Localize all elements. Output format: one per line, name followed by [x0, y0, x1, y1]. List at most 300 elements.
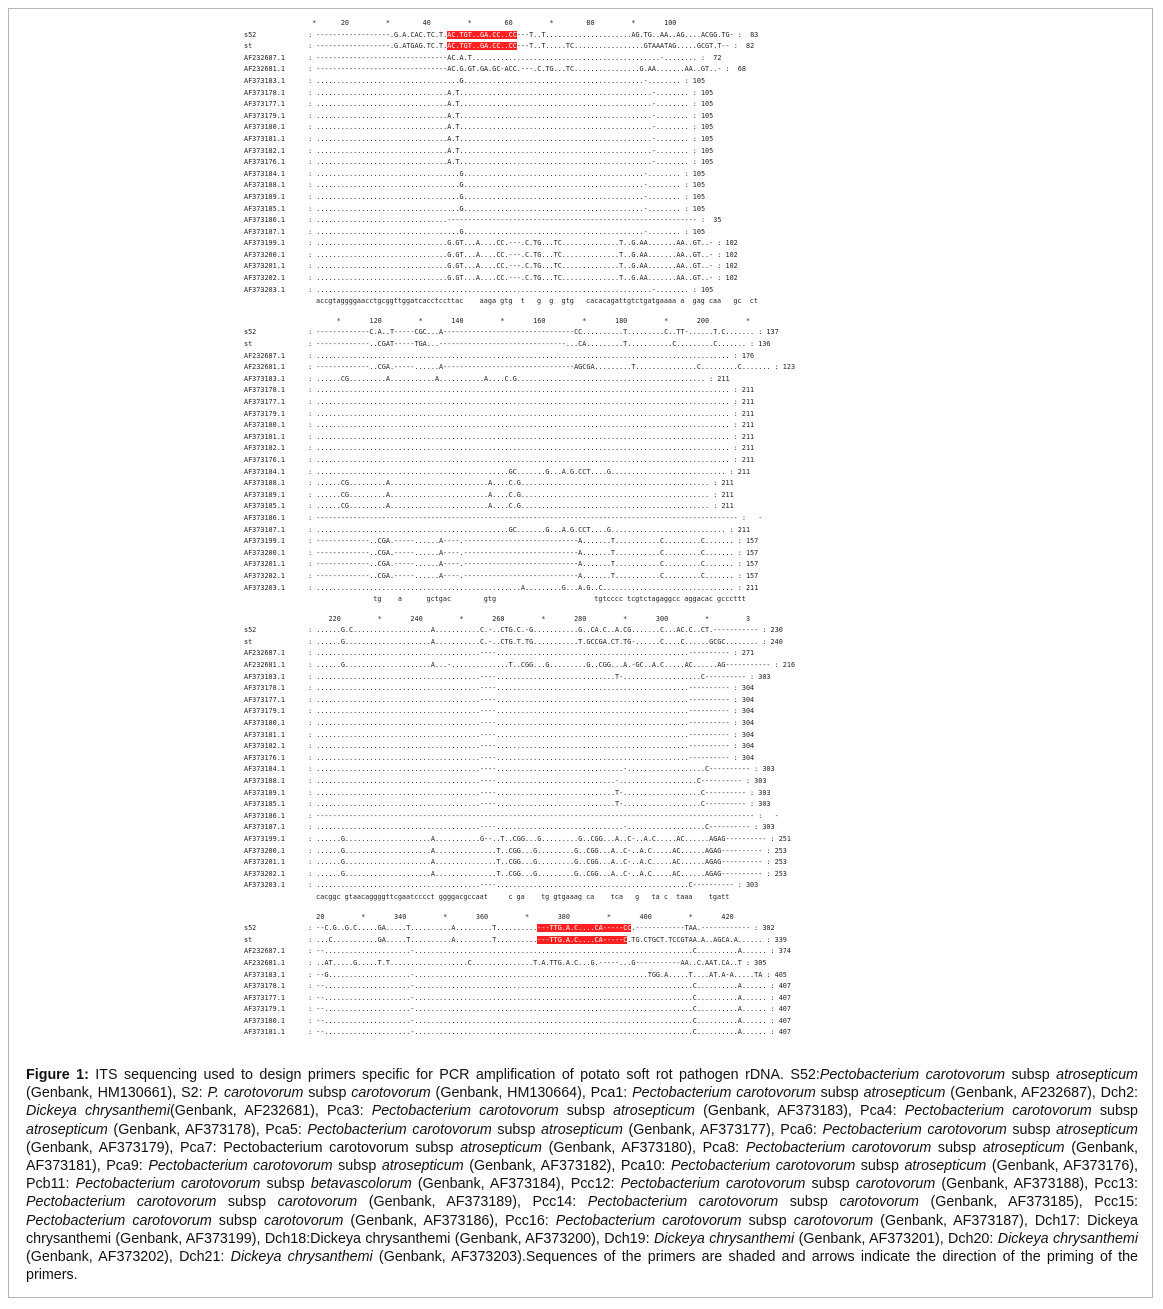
- sequence-row: [244, 420, 924, 432]
- sequence-count: : 240: [758, 637, 783, 646]
- sequence-name: AF373180.1: [244, 123, 285, 132]
- sequence-count: : 105: [688, 111, 714, 120]
- separator: :: [304, 158, 317, 167]
- species-name: carotovorum: [839, 1194, 919, 1211]
- caption-segment: (Genbank, AF373184), Pcc12:: [411, 1176, 621, 1193]
- position-ruler: * 120 * 140 * 160 * 180 * 200 *: [304, 316, 751, 325]
- caption-segment: (Genbank, AF373186), Pcc16:: [343, 1212, 556, 1229]
- sequence-name: AF373199.1: [244, 537, 285, 546]
- separator: :: [304, 146, 317, 155]
- sequence-row: [244, 351, 924, 363]
- sequence-count: : 374: [766, 947, 791, 956]
- sequence-row: [244, 846, 924, 858]
- sequence-name: AF373189.1: [244, 788, 285, 797]
- sequence-text: ........................................----...............................................----------: [316, 695, 730, 704]
- sequence-text: .TG.CTGCT.TCCGTAA.A..AGCA.A......: [627, 935, 763, 944]
- separator: :: [304, 479, 317, 488]
- sequence-count: : 211: [729, 444, 755, 453]
- caption-segment: (Genbank, AF373177), Pca6:: [622, 1121, 823, 1138]
- sequence-text: ................................A.T...............................................-........: [316, 111, 689, 120]
- sequence-text: ...................................G............................................-........: [316, 204, 681, 213]
- sequence-count: : 303: [750, 765, 775, 774]
- sequence-text: ........................................----...............................................----------: [316, 753, 730, 762]
- separator: :: [304, 924, 317, 933]
- sequence-name: AF373186.1: [244, 513, 285, 522]
- sequence-name: AF373178.1: [244, 88, 285, 97]
- species-name: atrosepticum: [863, 1085, 946, 1102]
- sequence-row: [244, 923, 924, 935]
- alignment-block: [244, 316, 924, 606]
- sequence-row: [244, 180, 924, 192]
- sequence-count: : 105: [688, 158, 714, 167]
- sequence-row: [244, 261, 924, 273]
- sequence-name: AF373203.1: [244, 285, 285, 294]
- sequence-name: AF373177.1: [244, 695, 285, 704]
- sequence-row: [244, 227, 924, 239]
- alignment-block: [244, 912, 924, 1040]
- sequence-text: ........................................----.............................T-...................C----------: [316, 800, 746, 809]
- sequence-name: AF373202.1: [244, 571, 285, 580]
- caption-segment: (Genbank, AF232681), Pca3:: [170, 1103, 372, 1120]
- separator: :: [304, 800, 317, 809]
- sequence-text: ........................................----...............................-...................C----------: [316, 765, 751, 774]
- sequence-count: : 271: [729, 649, 755, 658]
- sequence-name: AF373188.1: [244, 777, 285, 785]
- sequence-row: [244, 409, 924, 421]
- sequence-count: : 303: [745, 788, 771, 797]
- species-name: Pectobacterium carotovorum: [904, 1103, 1092, 1120]
- sequence-text: ........................................----...............................................----------: [316, 742, 730, 751]
- sequence-name: AF373200.1: [244, 548, 285, 557]
- sequence-count: : 105: [680, 192, 706, 201]
- sequence-text: .....................................................................................................: [316, 421, 730, 430]
- sequence-count: : 251: [766, 834, 791, 843]
- caption-segment: (Genbank, AF373202), Dch21:: [26, 1249, 231, 1266]
- sequence-text: ...C...........GA.....T..........A.........T..........: [316, 935, 538, 944]
- caption-segment: (Genbank, AF373178), Pca5:: [107, 1121, 308, 1138]
- sequence-name: AF232681.1: [244, 661, 285, 670]
- species-name: P. carotovorum: [207, 1085, 304, 1102]
- sequence-name: AF373181.1: [244, 730, 285, 739]
- species-name: Pectobacterium carotovorum: [307, 1121, 492, 1138]
- caption-segment: subsp: [216, 1194, 278, 1211]
- sequence-count: : 136: [745, 340, 771, 349]
- sequence-row: [244, 869, 924, 881]
- caption-segment: (Genbank, AF373176), Pcb11:: [26, 1158, 1139, 1193]
- separator: :: [304, 672, 317, 681]
- sequence-row: [244, 525, 924, 537]
- separator: :: [304, 947, 317, 956]
- sequence-count: : 304: [729, 707, 755, 716]
- sequence-text: ......G.....................A...-..............T..CGG...G.........G..CGG...A.-GC..A.C.....AC......AG-----------: [316, 661, 771, 670]
- separator: :: [304, 374, 317, 383]
- species-name: carotovorum: [277, 1194, 358, 1211]
- species-name: Pectobacterium carotovorum: [148, 1158, 333, 1175]
- sequence-text: --.....................-....................................................................C..........A......: [316, 947, 767, 956]
- sequence-text: ........................................----...............................-...................C----------: [316, 823, 751, 832]
- species-name: carotovorum: [855, 1176, 936, 1193]
- sequence-count: : 216: [770, 661, 796, 670]
- separator: :: [304, 858, 317, 867]
- separator: :: [304, 351, 317, 360]
- sequence-text: ........................................----...............................................----------: [316, 719, 730, 728]
- caption-segment: subsp: [741, 1212, 794, 1229]
- sequence-text: ................................A.T...............................................-........: [316, 158, 689, 167]
- sequence-name: AF373184.1: [244, 467, 285, 476]
- separator: :: [304, 285, 317, 294]
- species-name: atrosepticum: [613, 1103, 695, 1120]
- sequence-count: : 157: [733, 571, 759, 580]
- sequence-row: [244, 443, 924, 455]
- sequence-count: : 105: [688, 88, 714, 97]
- sequence-text: ................................G.GT...A....CC.---.C.TG...TC..............T..G.AA.......AA..GT..-: [316, 262, 714, 271]
- caption-segment: (Genbank, AF373189), Pcc14:: [357, 1194, 588, 1211]
- sequence-count: : 211: [705, 374, 730, 383]
- caption-segment: (Genbank, AF232687), Dch2:: [945, 1085, 1138, 1102]
- species-name: Pectobacterium carotovorum: [822, 1121, 1007, 1138]
- sequence-text: --.....................-....................................................................C..........A......: [316, 993, 767, 1002]
- sequence-row: [244, 362, 924, 374]
- sequence-row: [244, 339, 924, 351]
- consensus-line: accgtaggggaacctgcggttggatcacctccttac aaga gtg t g g gtg cacacagattgtctgatgaaaa a gag caa gc ct: [316, 297, 758, 306]
- sequence-name: AF373178.1: [244, 982, 285, 991]
- sequence-count: : 105: [680, 227, 706, 236]
- caption-segment: subsp: [1091, 1103, 1138, 1120]
- sequence-count: : 303: [745, 672, 771, 681]
- sequence-row: [244, 273, 924, 285]
- sequence-name: AF373200.1: [244, 846, 285, 855]
- separator: :: [304, 432, 317, 441]
- species-name: Pectobacterium carotovorum: [26, 1194, 217, 1211]
- sequence-count: : 407: [766, 982, 791, 991]
- sequence-name: AF373176.1: [244, 158, 285, 167]
- sequence-row: [244, 30, 924, 42]
- sequence-count: : 303: [750, 823, 775, 832]
- sequence-name: AF373202.1: [244, 274, 285, 283]
- sequence-text: ...............................................GC.......G...A.G.CCT....G............................: [316, 525, 726, 534]
- separator: :: [304, 811, 317, 820]
- sequence-name: AF373179.1: [244, 1005, 285, 1014]
- sequence-row: [244, 169, 924, 181]
- sequence-text: .....................................................................................................: [316, 351, 730, 360]
- sequence-name: AF373182.1: [244, 742, 285, 751]
- sequence-name: AF373203.1: [244, 583, 285, 592]
- separator: :: [304, 502, 317, 511]
- caption-segment: (Genbank, AF373201), Dch20:: [794, 1230, 998, 1247]
- sequence-text: ......G.....................A...........C.-..CTG.T.TG...........T.GCCGA.CT.TG-......C....C......GCGC........: [316, 637, 759, 646]
- species-name: Pectobacterium carotovorum: [819, 1067, 1006, 1083]
- sequence-count: : 105: [688, 285, 714, 294]
- sequence-row: [244, 788, 924, 800]
- caption-segment: ITS sequencing used to design primers specific for PCR amplification of potato soft rot pathogen rDNA. S52:: [88, 1067, 820, 1083]
- sequence-row: [244, 571, 924, 583]
- sequence-name: AF373189.1: [244, 192, 285, 201]
- sequence-name: AF373179.1: [244, 409, 285, 418]
- caption-segment: subsp: [303, 1085, 352, 1102]
- sequence-count: : 211: [729, 432, 755, 441]
- separator: :: [304, 982, 317, 991]
- sequence-name: AF373182.1: [244, 146, 285, 155]
- sequence-name: AF373177.1: [244, 993, 285, 1002]
- sequence-text: ......CG.........A........................A....C.G..............................................: [316, 502, 710, 511]
- sequence-count: : 82: [729, 42, 755, 51]
- sequence-count: : 35: [696, 216, 722, 225]
- species-name: Dickeya chrysanthemi: [26, 1103, 171, 1120]
- sequence-row: [244, 122, 924, 134]
- sequence-count: : 253: [762, 846, 787, 855]
- species-name: atrosepticum: [982, 1139, 1065, 1156]
- separator: :: [304, 398, 317, 406]
- sequence-count: : 102: [713, 274, 738, 283]
- sequence-text: ..AT.....G.....T.T...................C...............T.A.TTG.A.C...G.-----...G-----------AA..C.AAT.CA..T: [316, 958, 742, 967]
- sequence-text: ...................................G............................................-........: [316, 181, 681, 190]
- sequence-name: AF373201.1: [244, 262, 285, 271]
- sequence-row: [244, 811, 924, 823]
- sequence-text: .------------TAA.------------: [631, 924, 751, 933]
- alignment-block: [244, 18, 924, 308]
- sequence-text: --.....................-....................................................................C..........A......: [316, 1028, 767, 1037]
- separator: :: [304, 753, 317, 762]
- sequence-row: [244, 718, 924, 730]
- sequence-name: s52: [244, 626, 257, 635]
- sequence-text: ........................................----...............................................----------: [316, 649, 730, 658]
- caption-text: [26, 1067, 1138, 1283]
- sequence-row: [244, 215, 924, 227]
- species-name: Pectobacterium carotovorum: [620, 1176, 806, 1193]
- sequence-name: s52: [244, 328, 257, 337]
- separator: :: [304, 204, 317, 213]
- species-name: Dickeya chrysanthemi: [997, 1230, 1139, 1247]
- caption-segment: subsp: [491, 1121, 542, 1138]
- primer-highlight: AC.TGT..GA.CC..CC: [447, 30, 517, 39]
- sequence-text: ......CG.........A........................A....C.G..............................................: [316, 490, 710, 499]
- sequence-text: .....................................................................................................: [316, 455, 730, 464]
- sequence-text: ................................G.GT...A....CC.---.C.TG...TC..............T..G.AA.......AA..GT..-: [316, 250, 714, 259]
- sequence-text: ................................G.GT...A....CC.---.C.TG...TC..............T..G.AA.......AA..GT..-: [316, 239, 714, 248]
- species-name: carotovorum: [793, 1212, 874, 1229]
- sequence-count: : 68: [721, 65, 746, 74]
- sequence-row: [244, 946, 924, 958]
- sequence-row: [244, 753, 924, 765]
- separator: :: [304, 88, 317, 97]
- sequence-row: [244, 99, 924, 111]
- sequence-name: AF373180.1: [244, 1016, 285, 1025]
- sequence-name: AF373182.1: [244, 444, 285, 453]
- species-name: Dickeya chrysanthemi: [653, 1230, 795, 1247]
- sequence-text: -----------------------------------------------------------------------------------------------------------: [316, 811, 755, 820]
- sequence-count: : 137: [754, 328, 779, 337]
- separator: :: [304, 970, 317, 979]
- sequence-row: [244, 706, 924, 718]
- caption-segment: subsp: [260, 1176, 311, 1193]
- sequence-name: AF373178.1: [244, 386, 285, 395]
- separator: :: [304, 111, 317, 120]
- sequence-row: [244, 648, 924, 660]
- separator: :: [304, 262, 317, 271]
- sequence-name: AF373203.1: [244, 881, 285, 890]
- sequence-count: : 405: [762, 970, 787, 979]
- sequence-count: : 407: [766, 1005, 791, 1014]
- separator: :: [304, 1005, 317, 1014]
- sequence-name: AF232687.1: [244, 53, 285, 62]
- separator: :: [304, 467, 317, 476]
- species-name: Pectobacterium carotovorum: [632, 1085, 816, 1102]
- sequence-name: AF373181.1: [244, 1028, 285, 1037]
- caption-segment: (Genbank, AF373179), Pca7: Pectobacterium carotovorum subsp: [26, 1139, 461, 1156]
- sequence-name: AF373183.1: [244, 374, 285, 383]
- sequence-row: [244, 513, 924, 525]
- position-ruler: 220 * 240 * 260 * 280 * 300 * 3: [304, 614, 751, 623]
- species-name: atrosepticum: [460, 1139, 542, 1156]
- sequence-text: -------------..CGA.-----......A----.----------------------------A.......T...........C.........C.......: [316, 560, 734, 569]
- sequence-count: : 83: [733, 30, 759, 39]
- separator: :: [304, 444, 317, 453]
- sequence-row: [244, 822, 924, 834]
- consensus-line: tg a gctgac gtg tgtcccc tcgtctagaggcc aggacac gcccttt: [316, 595, 746, 604]
- separator: :: [304, 421, 317, 430]
- sequence-text: ........................................----...............................................----------: [316, 684, 730, 693]
- sequence-row: [244, 64, 924, 76]
- caption-segment: subsp: [1005, 1067, 1057, 1083]
- sequence-row: [244, 536, 924, 548]
- sequence-count: : 253: [762, 858, 787, 867]
- separator: :: [304, 30, 317, 39]
- separator: :: [304, 684, 317, 693]
- sequence-name: AF373200.1: [244, 250, 285, 259]
- separator: :: [304, 537, 317, 546]
- separator: :: [304, 637, 317, 646]
- sequence-count: : 211: [729, 398, 755, 406]
- sequence-text: ........................................----.............................T-...................C----------: [316, 672, 746, 681]
- separator: :: [304, 548, 317, 557]
- sequence-row: [244, 548, 924, 560]
- sequence-text: ........................................----.............................-...................C----------: [316, 777, 742, 785]
- sequence-text: ................................A.T...............................................-........: [316, 146, 689, 155]
- sequence-name: AF232681.1: [244, 363, 285, 372]
- sequence-text: ......G.....................A...........G--..T..CGG...G.........G..CGG...A..C-..A.C.....AC......AGAG----------: [316, 834, 767, 843]
- sequence-name: AF373177.1: [244, 100, 285, 109]
- sequence-text: ---T..T.....TC.................GTAAATAG.....GCGT.T--: [516, 42, 730, 51]
- separator: :: [304, 583, 317, 592]
- sequence-name: AF373178.1: [244, 684, 285, 693]
- primer-highlight: ---TTG.A.C....CA-----CC: [537, 924, 632, 933]
- sequence-name: st: [244, 340, 253, 349]
- species-name: atrosepticum: [1056, 1067, 1138, 1083]
- sequence-count: : 305: [741, 958, 767, 967]
- sequence-name: AF232687.1: [244, 947, 285, 956]
- sequence-name: AF373184.1: [244, 765, 285, 774]
- sequence-row: [244, 501, 924, 513]
- sequence-count: : 304: [729, 753, 755, 762]
- sequence-row: [244, 478, 924, 490]
- separator: :: [304, 100, 317, 109]
- separator: :: [304, 123, 317, 132]
- separator: :: [304, 134, 317, 143]
- sequence-text: ................................A.T...............................................-........: [316, 88, 689, 97]
- sequence-count: : 105: [688, 123, 714, 132]
- sequence-count: : 123: [770, 363, 796, 372]
- caption-segment: subsp: [855, 1158, 905, 1175]
- sequence-row: [244, 1016, 924, 1028]
- sequence-text: ................................A.T...............................................-........: [316, 100, 689, 109]
- caption-segment: (Genbank, AF373203).Sequences of the primers are shaded and arrows indicate the direction of the priming of the primers.: [26, 1249, 1139, 1284]
- sequence-text: ........................................----.............................T-...................C----------: [316, 788, 746, 797]
- sequence-name: AF373185.1: [244, 502, 285, 511]
- caption-segment: subsp: [805, 1176, 856, 1193]
- sequence-name: AF373181.1: [244, 432, 285, 441]
- sequence-row: [244, 327, 924, 339]
- separator: :: [304, 649, 317, 658]
- sequence-count: : 303: [745, 800, 771, 809]
- species-name: atrosepticum: [904, 1158, 987, 1175]
- sequence-text: --.....................-....................................................................C..........A......: [316, 982, 767, 991]
- separator: :: [304, 869, 317, 878]
- sequence-row: [244, 1004, 924, 1016]
- separator: :: [304, 328, 317, 337]
- separator: :: [304, 65, 317, 74]
- caption-segment: subsp: [211, 1212, 264, 1229]
- sequence-count: : 407: [766, 1028, 791, 1037]
- species-name: atrosepticum: [381, 1158, 464, 1175]
- sequence-row: [244, 672, 924, 684]
- caption-segment: subsp: [332, 1158, 382, 1175]
- sequence-name: AF232681.1: [244, 958, 285, 967]
- sequence-name: AF373187.1: [244, 525, 285, 534]
- sequence-row: [244, 559, 924, 571]
- sequence-row: [244, 583, 924, 595]
- sequence-name: AF373201.1: [244, 560, 285, 569]
- separator: :: [304, 993, 317, 1002]
- sequence-row: [244, 432, 924, 444]
- sequence-row: [244, 935, 924, 947]
- sequence-count: : 102: [713, 239, 738, 248]
- species-name: Pectobacterium carotovorum: [371, 1103, 559, 1120]
- sequence-name: AF373187.1: [244, 227, 285, 236]
- separator: :: [304, 661, 317, 670]
- sequence-text: ...................................G............................................-........: [316, 227, 681, 236]
- sequence-count: : 230: [758, 626, 783, 635]
- caption-segment: subsp: [558, 1103, 614, 1120]
- sequence-text: ......G.....................A...............T..CGG...G.........G..CGG...A..C-..A.C.....AC......AGAG----------: [316, 858, 763, 867]
- position-ruler: 20 * 340 * 360 * 380 * 400 * 420: [304, 912, 734, 921]
- caption-segment: subsp: [1006, 1121, 1057, 1138]
- species-name: carotovorum: [263, 1212, 344, 1229]
- sequence-row: [244, 981, 924, 993]
- sequence-count: : 176: [729, 351, 755, 360]
- sequence-name: AF373189.1: [244, 490, 285, 499]
- sequence-text: -------------..CGA.-----......A----.----------------------------A.......T...........C.........C.......: [316, 537, 734, 546]
- sequence-row: [244, 76, 924, 88]
- caption-segment: (Genbank, AF373188), Pcc13:: [935, 1176, 1138, 1193]
- sequence-name: AF373187.1: [244, 823, 285, 832]
- separator: :: [304, 250, 317, 259]
- species-name: betavascolorum: [310, 1176, 412, 1193]
- sequence-text: ........................................----...............................................C----------: [316, 881, 734, 890]
- sequence-row: [244, 695, 924, 707]
- sequence-count: : 211: [729, 455, 755, 464]
- sequence-count: : 339: [762, 935, 787, 944]
- separator: :: [304, 1016, 317, 1025]
- sequence-text: ...................................G............................................-........: [316, 169, 681, 178]
- sequence-count: : 407: [766, 1016, 791, 1025]
- separator: :: [304, 695, 317, 704]
- species-name: atrosepticum: [541, 1121, 623, 1138]
- separator: :: [304, 1028, 317, 1037]
- sequence-count: : 211: [733, 583, 759, 592]
- sequence-text: ......G.....................A...............T..CGG...G.........G..CGG...A..C-..A.C.....AC......AGAG----------: [316, 869, 763, 878]
- sequence-count: : 304: [729, 695, 755, 704]
- sequence-name: AF373183.1: [244, 970, 285, 979]
